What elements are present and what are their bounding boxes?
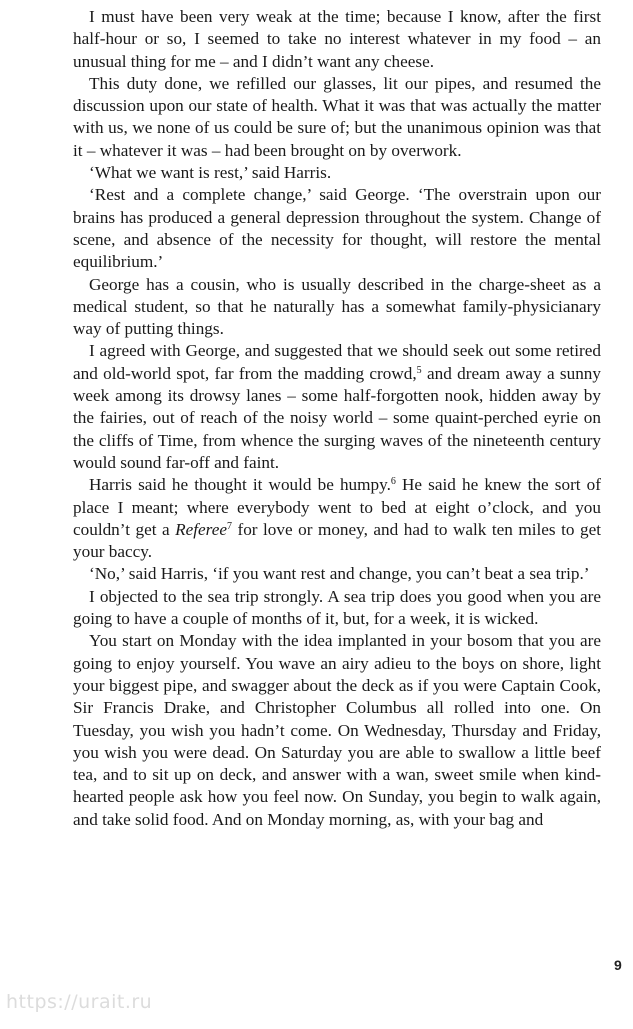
paragraph-2: This duty done, we refilled our glasses, lit our pipes, and resumed the discussion upon our state of health. What it was that was actually the matter with us, we none of us could be sure of; but the unanimous opinion was that it – whatever it was – had been brought on by overwork. [73, 73, 601, 160]
page-body [73, 6, 601, 831]
page-number: 9 [614, 957, 622, 973]
footnote-ref-5: 5 [416, 364, 422, 376]
paragraph-3: ‘What we want is rest,’ said Harris. [89, 163, 332, 183]
paragraph-5: George has a cousin, who is usually described in the charge-sheet as a medical student, so that he naturally has a somewhat family-physicianary way of putting things. [73, 274, 601, 339]
paragraph-6 [73, 340, 601, 474]
paragraph-7-text-before: Harris said he thought it would be humpy. [89, 475, 391, 495]
footnote-ref-7: 7 [226, 520, 232, 532]
referee-title: Referee [175, 519, 227, 539]
paragraph-7-text-mid: He said he knew the sort of place I meant; where everybody went to bed at eight o’clock, and you couldn’t get a [73, 475, 602, 539]
footnote-ref-6: 6 [390, 476, 396, 488]
paragraph-1: I must have been very weak at the time; because I know, after the first half-hour or so, I seemed to take no interest whatever in my food – an unusual thing for me – and I didn’t want any cheese. [73, 7, 601, 71]
paragraph-9: I objected to the sea trip strongly. A sea trip does you good when you are going to have a couple of months of it, but, for a week, it is wicked. [73, 586, 601, 629]
watermark: https://urait.ru [6, 991, 153, 1013]
paragraph-10: You start on Monday with the idea implanted in your bosom that you are going to enjoy yourself. You wave an airy adieu to the boys on shore, light your biggest pipe, and swagger about the deck as if you were Captain Cook, Sir Francis Drake, and Christopher Columbus all rolled into one. On Tuesday, you wish you hadn’t come. On Wednesday, Thursday and Friday, you wish you were dead. On Saturday you are able to swallow a little beef tea, and to sit up on deck, and answer with a wan, sweet smile when kind-hearted people ask how you feel now. On Sunday, you begin to walk again, and take solid food. And on Monday morning, as, with your bag and [73, 631, 601, 829]
paragraph-8: ‘No,’ said Harris, ‘if you want rest and change, you can’t beat a sea trip.’ [89, 564, 590, 584]
paragraph-7 [73, 474, 601, 563]
paragraph-6-text-after: and dream away a sunny week among its drowsy lanes – some half-forgotten nook, hidden away by the fairies, out of reach of the noisy world – some quaint-perched eyrie on the cliffs of Time, from whence the surging waves of the nineteenth century would sound far-off and faint. [73, 363, 601, 472]
paragraph-7-text-after: for love or money, and had to walk ten miles to get your baccy. [73, 519, 602, 562]
paragraph-6-text-before: I agreed with George, and suggested that we should seek out some retired and old-world spot, far from the madding crowd, [73, 341, 601, 383]
paragraph-4: ‘Rest and a complete change,’ said George. ‘The overstrain upon our brains has produced a general depression throughout the system. Change of scene, and absence of the necessity for thought, will restore the mental equilibrium.’ [73, 185, 601, 272]
